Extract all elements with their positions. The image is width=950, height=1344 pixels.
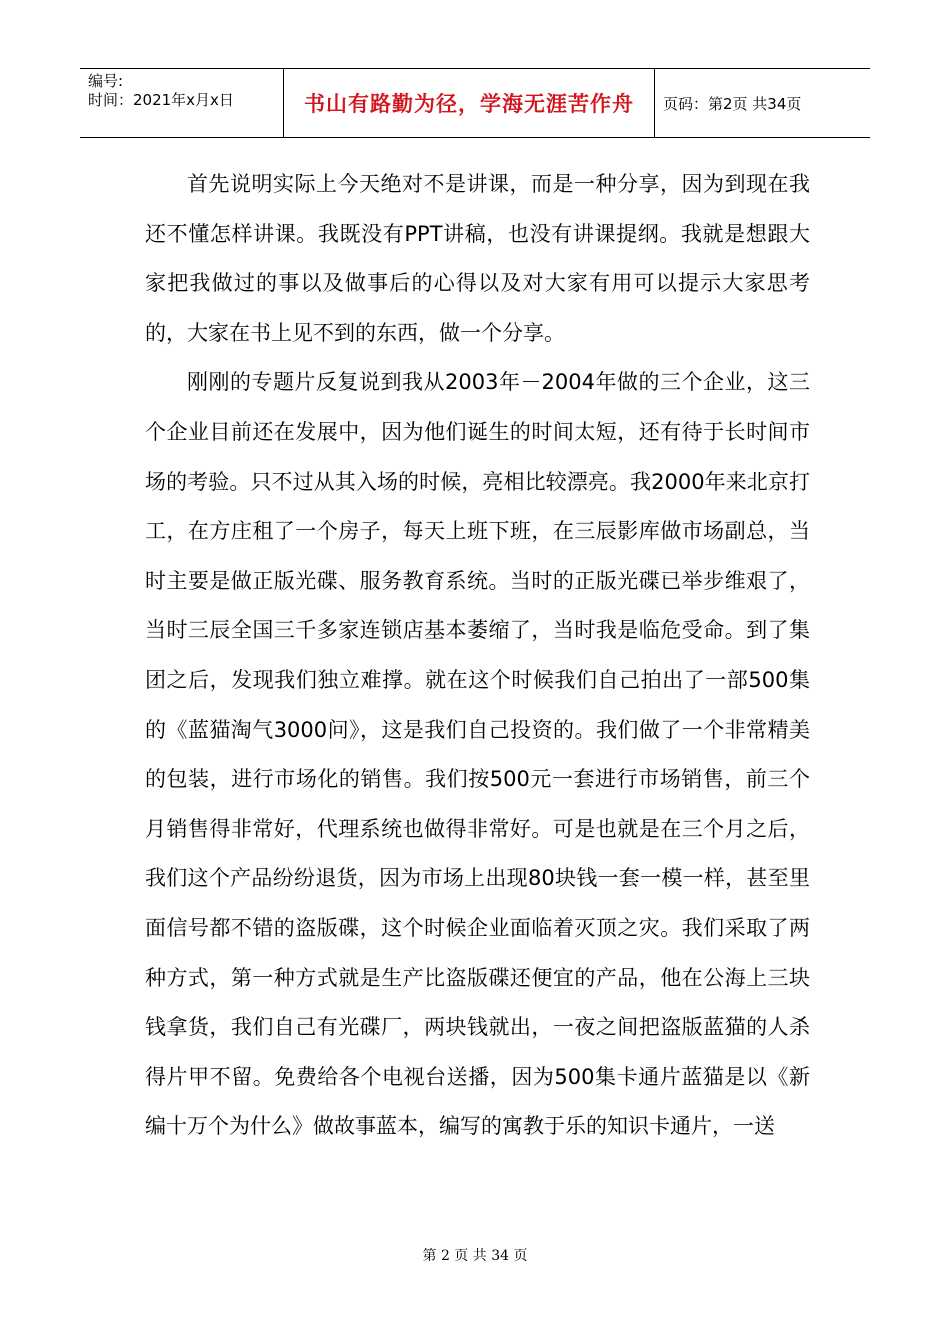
header-motto: 书山有路勤为径，学海无涯苦作舟 [304, 92, 634, 116]
paragraph-1: 首先说明实际上今天绝对不是讲课，而是一种分享，因为到现在我还不懂怎样讲课。我既没有PPT讲稿，也没有讲课提纲。我就是想跟大家把我做过的事以及做事后的心得以及对大家有用可以提示大家思考的，大家在书上见不到的东西，做一个分享。 [145, 172, 810, 345]
paragraph-2: 刚刚的专题片反复说到我从2003年－2004年做的三个企业，这三个企业目前还在发展中，因为他们诞生的时间太短，还有待于长时间市场的考验。只不过从其入场的时候，亮相比较漂亮。我2000年来北京打工，在方庄租了一个房子，每天上班下班，在三辰影库做市场副总，当时主要是做正版光碟、服务教育系统。当时的正版光碟已举步维艰了，当时三辰全国三千多家连锁店基本萎缩了，当时我是临危受命。到了集团之后，发现我们独立难撑。就在这个时候我们自己拍出了一部500集的《蓝猫淘气3000问》，这是我们自己投资的。我们做了一个非常精美的包装，进行市场化的销售。我们按500元一套进行市场销售，前三个月销售得非常好，代理系统也做得非常好。可是也就是在三个月之后，我们这个产品纷纷退货，因为市场上出现80块钱一套一模一样，甚至里面信号都不错的盗版碟，这个时候企业面临着灭顶之灾。我们采取了两种方式，第一种方式就是生产比盗版碟还便宜的产品，他在公海上三块钱拿货，我们自己有光碟厂，两块钱就出，一夜之间把盗版蓝猫的人杀得片甲不留。免费给各个电视台送播，因为500集卡通片蓝猫是以《新编十万个为什么》做故事蓝本，编写的寓教于乐的知识卡通片，一送 [145, 370, 810, 1139]
document-date: 时间：2021年x月x日 [88, 91, 234, 109]
page-header [80, 68, 870, 138]
header-page-info: 页码：第2页 共34页 [663, 94, 802, 113]
header-meta [88, 72, 234, 110]
page-footer: 第 2 页 共 34 页 [422, 1248, 528, 1264]
document-body [145, 160, 810, 1152]
document-number-label: 编号: [88, 72, 124, 90]
header-divider-right [654, 69, 655, 137]
